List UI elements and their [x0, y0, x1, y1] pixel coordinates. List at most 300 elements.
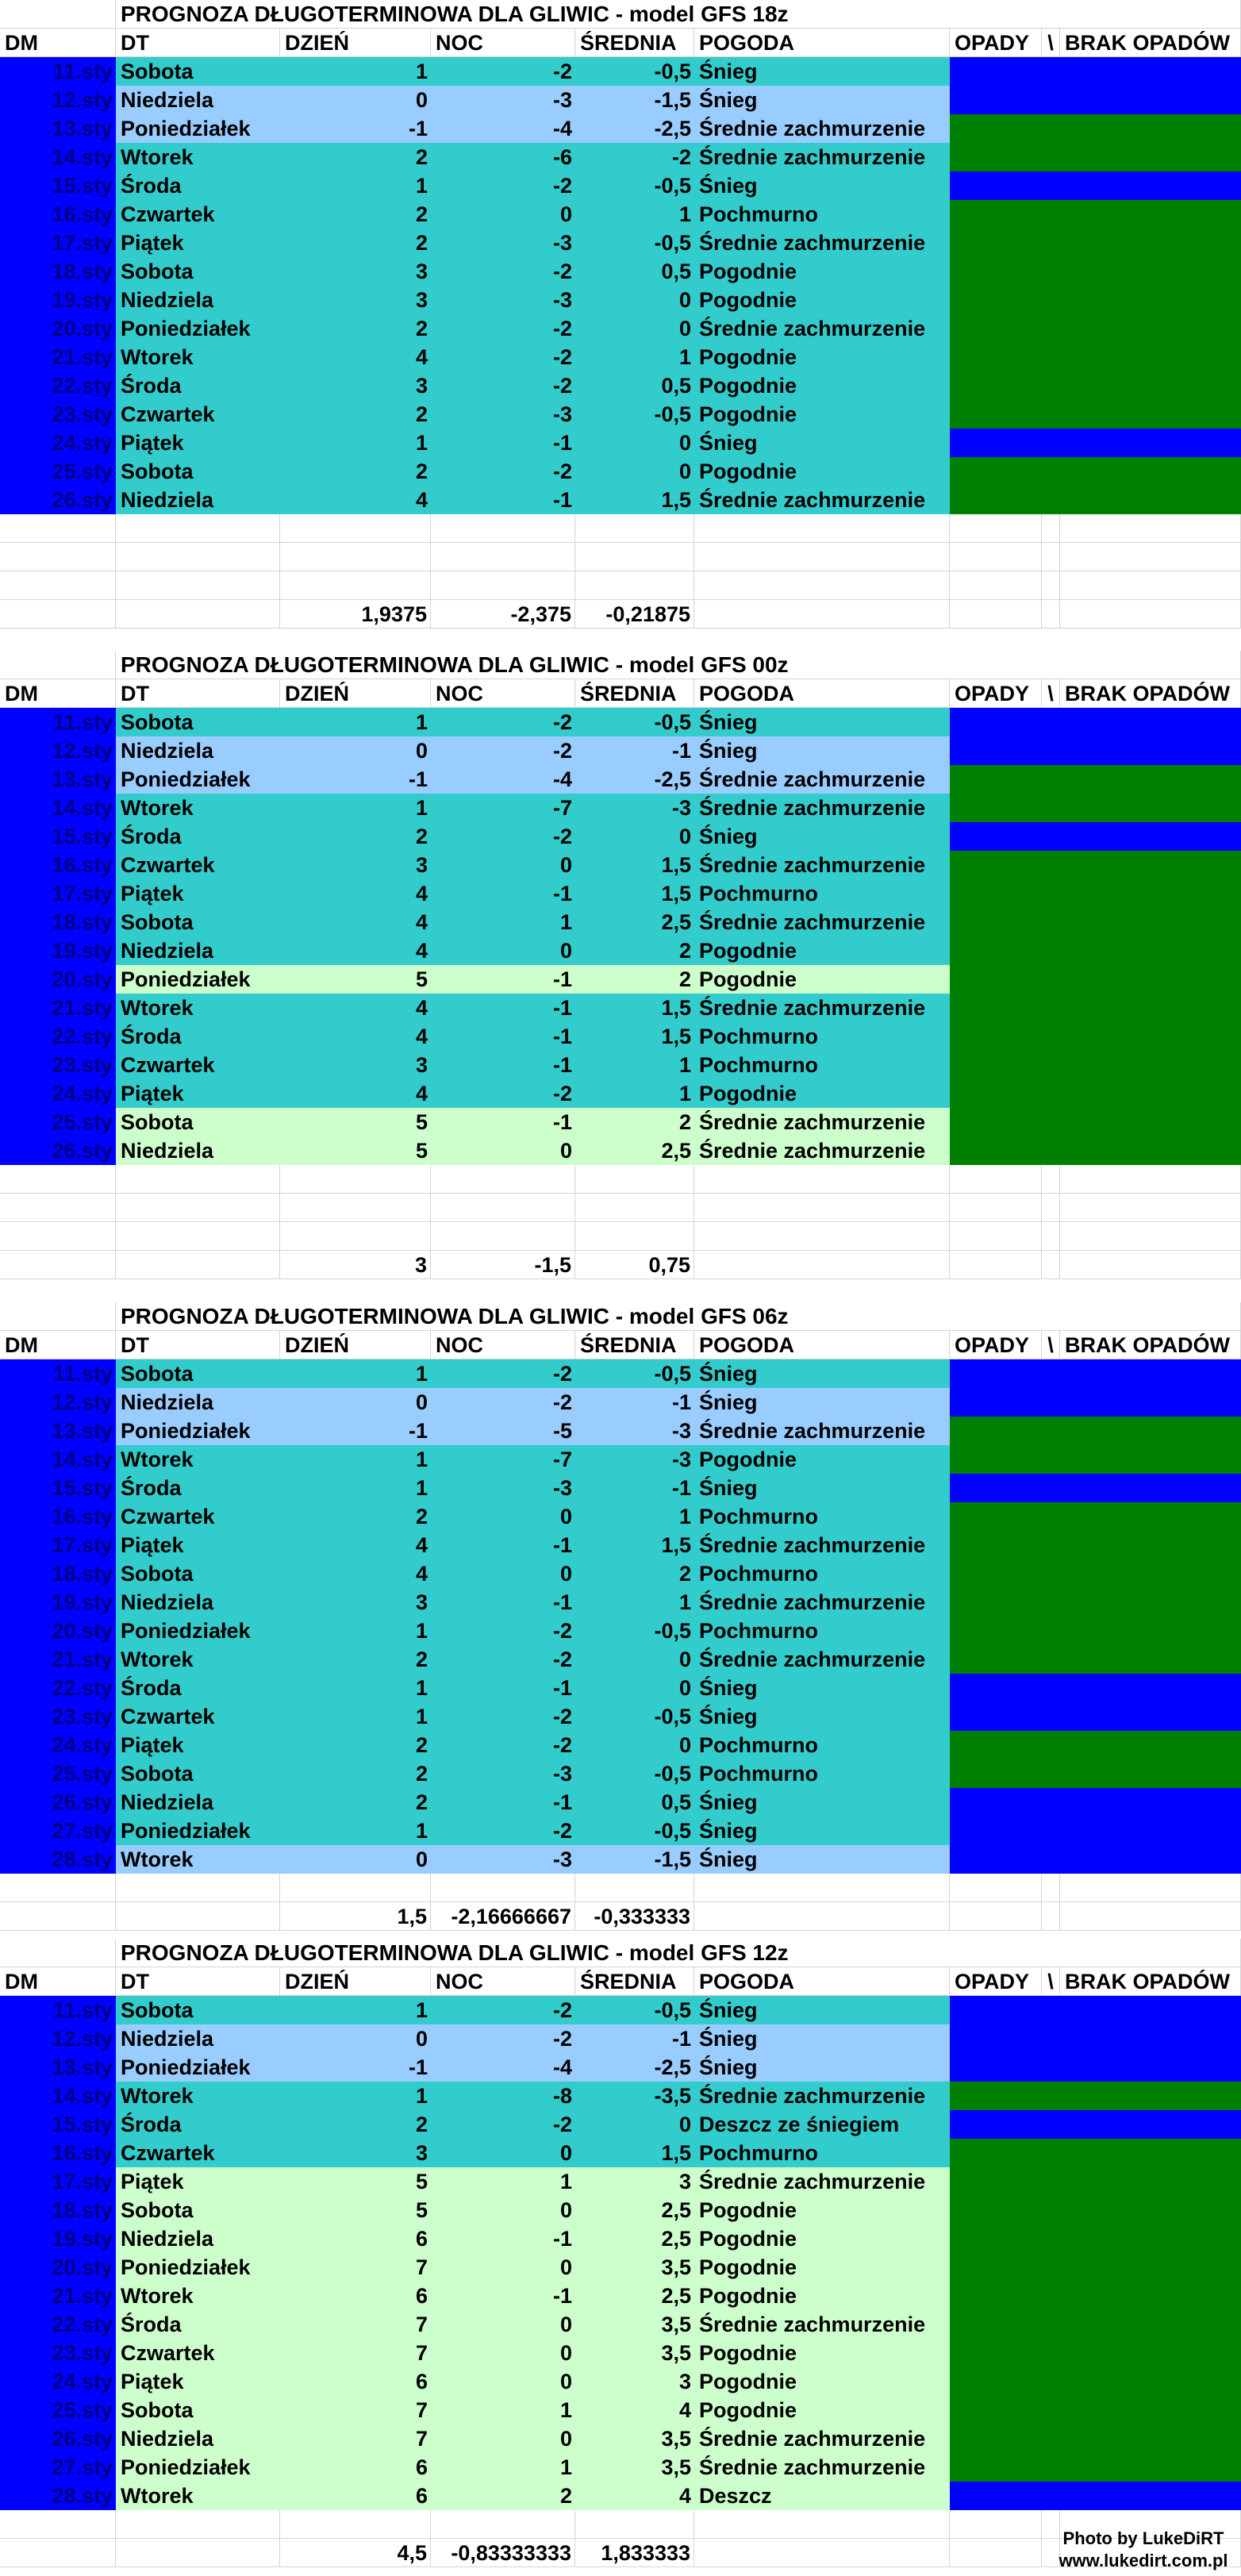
average-temp-cell[interactable]: 2 [575, 1559, 694, 1588]
avg-average-temp[interactable]: -0,21875 [575, 600, 694, 629]
night-temp-cell[interactable]: -2 [431, 257, 575, 286]
date-cell[interactable]: 18.sty [0, 1559, 116, 1588]
precip-indicator[interactable] [950, 908, 1241, 936]
precip-indicator[interactable] [950, 1788, 1241, 1817]
day-temp-cell[interactable]: 7 [280, 2310, 431, 2339]
date-cell[interactable]: 12.sty [0, 1388, 116, 1417]
empty-cell[interactable] [280, 1165, 431, 1194]
empty-cell[interactable] [1042, 1251, 1060, 1279]
night-temp-cell[interactable]: 0 [431, 2424, 575, 2453]
empty-cell[interactable] [1042, 543, 1060, 571]
weekday-cell[interactable]: Niedziela [116, 286, 280, 314]
weekday-cell[interactable]: Niedziela [116, 1588, 280, 1617]
weather-cell[interactable]: Średnie zachmurzenie [694, 143, 950, 171]
day-temp-cell[interactable]: 0 [280, 1845, 431, 1874]
empty-cell[interactable] [575, 543, 694, 571]
empty-cell[interactable] [694, 2539, 950, 2567]
weekday-cell[interactable]: Niedziela [116, 2424, 280, 2453]
average-temp-cell[interactable]: -3 [575, 1417, 694, 1445]
weekday-cell[interactable]: Sobota [116, 257, 280, 286]
date-cell[interactable]: 19.sty [0, 1588, 116, 1617]
empty-cell[interactable] [1060, 1902, 1241, 1931]
empty-cell[interactable] [1060, 1194, 1241, 1222]
empty-cell[interactable] [116, 543, 280, 571]
average-temp-cell[interactable]: -0,5 [575, 1702, 694, 1731]
date-cell[interactable]: 25.sty [0, 1108, 116, 1136]
weekday-cell[interactable]: Środa [116, 1674, 280, 1702]
weekday-cell[interactable]: Czwartek [116, 851, 280, 879]
day-temp-cell[interactable]: 1 [280, 429, 431, 457]
night-temp-cell[interactable]: 0 [431, 851, 575, 879]
precip-indicator[interactable] [950, 1079, 1241, 1108]
weekday-cell[interactable]: Sobota [116, 1996, 280, 2024]
night-temp-cell[interactable]: -2 [431, 343, 575, 371]
night-temp-cell[interactable]: -3 [431, 1474, 575, 1502]
empty-cell[interactable] [694, 1251, 950, 1279]
day-temp-cell[interactable]: 2 [280, 229, 431, 257]
night-temp-cell[interactable]: 1 [431, 2167, 575, 2196]
weather-cell[interactable]: Pochmurno [694, 1022, 950, 1051]
weather-cell[interactable]: Śnieg [694, 1674, 950, 1702]
empty-cell[interactable] [116, 1222, 280, 1251]
avg-average-temp[interactable]: 1,833333 [575, 2539, 694, 2567]
weekday-cell[interactable]: Niedziela [116, 736, 280, 765]
weather-cell[interactable]: Pochmurno [694, 879, 950, 908]
weather-cell[interactable]: Deszcz [694, 2482, 950, 2510]
empty-cell[interactable] [431, 571, 575, 600]
precip-indicator[interactable] [950, 2053, 1241, 2082]
average-temp-cell[interactable]: -0,5 [575, 229, 694, 257]
weekday-cell[interactable]: Niedziela [116, 1388, 280, 1417]
average-temp-cell[interactable]: 0 [575, 2110, 694, 2139]
day-temp-cell[interactable]: 4 [280, 879, 431, 908]
weather-cell[interactable]: Średnie zachmurzenie [694, 486, 950, 514]
date-cell[interactable]: 13.sty [0, 2053, 116, 2082]
date-cell[interactable]: 15.sty [0, 822, 116, 851]
weather-cell[interactable]: Pogodnie [694, 257, 950, 286]
empty-cell[interactable] [0, 2539, 116, 2567]
weekday-cell[interactable]: Poniedziałek [116, 2253, 280, 2282]
weekday-cell[interactable]: Sobota [116, 1108, 280, 1136]
night-temp-cell[interactable]: -1 [431, 1788, 575, 1817]
empty-cell[interactable] [280, 514, 431, 543]
empty-cell[interactable] [116, 1902, 280, 1931]
night-temp-cell[interactable]: -1 [431, 1588, 575, 1617]
weekday-cell[interactable]: Środa [116, 1022, 280, 1051]
night-temp-cell[interactable]: -1 [431, 965, 575, 994]
date-cell[interactable]: 28.sty [0, 1845, 116, 1874]
weather-cell[interactable]: Średnie zachmurzenie [694, 1531, 950, 1559]
night-temp-cell[interactable]: -1 [431, 1108, 575, 1136]
empty-cell[interactable] [0, 0, 116, 29]
weekday-cell[interactable]: Poniedziałek [116, 2053, 280, 2082]
night-temp-cell[interactable]: 0 [431, 1136, 575, 1165]
night-temp-cell[interactable]: -2 [431, 57, 575, 86]
day-temp-cell[interactable]: 6 [280, 2453, 431, 2482]
weather-cell[interactable]: Śnieg [694, 1817, 950, 1845]
weekday-cell[interactable]: Czwartek [116, 1702, 280, 1731]
date-cell[interactable]: 26.sty [0, 486, 116, 514]
date-cell[interactable]: 23.sty [0, 400, 116, 429]
average-temp-cell[interactable]: 1 [575, 1502, 694, 1531]
date-cell[interactable]: 11.sty [0, 57, 116, 86]
average-temp-cell[interactable]: 1,5 [575, 879, 694, 908]
empty-cell[interactable] [694, 1194, 950, 1222]
precip-indicator[interactable] [950, 1996, 1241, 2024]
average-temp-cell[interactable]: -1 [575, 1388, 694, 1417]
weather-cell[interactable]: Śnieg [694, 2053, 950, 2082]
weather-cell[interactable]: Śnieg [694, 1388, 950, 1417]
night-temp-cell[interactable]: -7 [431, 794, 575, 822]
average-temp-cell[interactable]: 3,5 [575, 2253, 694, 2282]
precip-indicator[interactable] [950, 879, 1241, 908]
precip-indicator[interactable] [950, 2424, 1241, 2453]
precip-indicator[interactable] [950, 1359, 1241, 1388]
day-temp-cell[interactable]: 4 [280, 1559, 431, 1588]
date-cell[interactable]: 16.sty [0, 200, 116, 229]
precip-indicator[interactable] [950, 171, 1241, 200]
average-temp-cell[interactable]: -1 [575, 2024, 694, 2053]
night-temp-cell[interactable]: 1 [431, 2453, 575, 2482]
precip-indicator[interactable] [950, 1588, 1241, 1617]
weather-cell[interactable]: Pogodnie [694, 2367, 950, 2396]
date-cell[interactable]: 14.sty [0, 2082, 116, 2110]
date-cell[interactable]: 21.sty [0, 343, 116, 371]
weekday-cell[interactable]: Czwartek [116, 1051, 280, 1079]
weather-cell[interactable]: Średnie zachmurzenie [694, 229, 950, 257]
precip-indicator[interactable] [950, 1388, 1241, 1417]
weather-cell[interactable]: Śnieg [694, 57, 950, 86]
empty-cell[interactable] [0, 571, 116, 600]
night-temp-cell[interactable]: -8 [431, 2082, 575, 2110]
precip-indicator[interactable] [950, 2310, 1241, 2339]
weekday-cell[interactable]: Niedziela [116, 86, 280, 114]
empty-cell[interactable] [694, 514, 950, 543]
precip-indicator[interactable] [950, 1108, 1241, 1136]
average-temp-cell[interactable]: 3 [575, 2367, 694, 2396]
empty-cell[interactable] [1042, 514, 1060, 543]
date-cell[interactable]: 25.sty [0, 2396, 116, 2424]
empty-cell[interactable] [1060, 543, 1241, 571]
precip-indicator[interactable] [950, 1817, 1241, 1845]
weather-cell[interactable]: Średnie zachmurzenie [694, 2424, 950, 2453]
average-temp-cell[interactable]: 0,5 [575, 1788, 694, 1817]
date-cell[interactable]: 12.sty [0, 2024, 116, 2053]
empty-cell[interactable] [431, 543, 575, 571]
night-temp-cell[interactable]: -1 [431, 879, 575, 908]
weather-cell[interactable]: Pogodnie [694, 936, 950, 965]
weather-cell[interactable]: Śnieg [694, 2024, 950, 2053]
weather-cell[interactable]: Pogodnie [694, 965, 950, 994]
precip-indicator[interactable] [950, 486, 1241, 514]
day-temp-cell[interactable]: 2 [280, 200, 431, 229]
precip-indicator[interactable] [950, 1474, 1241, 1502]
day-temp-cell[interactable]: 1 [280, 1445, 431, 1474]
weekday-cell[interactable]: Niedziela [116, 1788, 280, 1817]
weekday-cell[interactable]: Środa [116, 2110, 280, 2139]
average-temp-cell[interactable]: 2 [575, 1108, 694, 1136]
night-temp-cell[interactable]: -1 [431, 2224, 575, 2253]
date-cell[interactable]: 21.sty [0, 1645, 116, 1674]
average-temp-cell[interactable]: -0,5 [575, 1617, 694, 1645]
average-temp-cell[interactable]: 1 [575, 1051, 694, 1079]
avg-night-temp[interactable]: -2,16666667 [431, 1902, 575, 1931]
precip-indicator[interactable] [950, 1731, 1241, 1759]
day-temp-cell[interactable]: 1 [280, 1474, 431, 1502]
precip-indicator[interactable] [950, 1759, 1241, 1788]
day-temp-cell[interactable]: 3 [280, 1588, 431, 1617]
night-temp-cell[interactable]: -2 [431, 1731, 575, 1759]
average-temp-cell[interactable]: -2,5 [575, 2053, 694, 2082]
precip-indicator[interactable] [950, 1022, 1241, 1051]
weekday-cell[interactable]: Piątek [116, 229, 280, 257]
weather-cell[interactable]: Średnie zachmurzenie [694, 908, 950, 936]
date-cell[interactable]: 23.sty [0, 1702, 116, 1731]
empty-cell[interactable] [1042, 1194, 1060, 1222]
empty-cell[interactable] [431, 1165, 575, 1194]
empty-cell[interactable] [950, 1874, 1042, 1902]
day-temp-cell[interactable]: 2 [280, 2110, 431, 2139]
weather-cell[interactable]: Średnie zachmurzenie [694, 1417, 950, 1445]
empty-cell[interactable] [950, 2510, 1042, 2539]
weather-cell[interactable]: Śnieg [694, 1996, 950, 2024]
precip-indicator[interactable] [950, 2024, 1241, 2053]
weather-cell[interactable]: Śnieg [694, 86, 950, 114]
empty-cell[interactable] [1060, 1222, 1241, 1251]
weekday-cell[interactable]: Czwartek [116, 2139, 280, 2167]
average-temp-cell[interactable]: 1,5 [575, 1022, 694, 1051]
empty-cell[interactable] [116, 2539, 280, 2567]
weekday-cell[interactable]: Sobota [116, 708, 280, 736]
average-temp-cell[interactable]: 3,5 [575, 2339, 694, 2367]
weekday-cell[interactable]: Wtorek [116, 994, 280, 1022]
date-cell[interactable]: 13.sty [0, 114, 116, 143]
weather-cell[interactable]: Pogodnie [694, 2282, 950, 2310]
empty-cell[interactable] [0, 2510, 116, 2539]
day-temp-cell[interactable]: 6 [280, 2482, 431, 2510]
night-temp-cell[interactable]: -2 [431, 1079, 575, 1108]
night-temp-cell[interactable]: -1 [431, 429, 575, 457]
precip-indicator[interactable] [950, 736, 1241, 765]
empty-cell[interactable] [1042, 1222, 1060, 1251]
average-temp-cell[interactable]: 1 [575, 1079, 694, 1108]
weekday-cell[interactable]: Czwartek [116, 2339, 280, 2367]
night-temp-cell[interactable]: -1 [431, 486, 575, 514]
night-temp-cell[interactable]: -2 [431, 1996, 575, 2024]
day-temp-cell[interactable]: 5 [280, 965, 431, 994]
average-temp-cell[interactable]: -0,5 [575, 57, 694, 86]
date-cell[interactable]: 24.sty [0, 1079, 116, 1108]
day-temp-cell[interactable]: 1 [280, 794, 431, 822]
day-temp-cell[interactable]: 4 [280, 1079, 431, 1108]
empty-cell[interactable] [575, 1194, 694, 1222]
day-temp-cell[interactable]: 2 [280, 1759, 431, 1788]
empty-cell[interactable] [1042, 1874, 1060, 1902]
day-temp-cell[interactable]: 4 [280, 994, 431, 1022]
average-temp-cell[interactable]: 3,5 [575, 2424, 694, 2453]
precip-indicator[interactable] [950, 400, 1241, 429]
day-temp-cell[interactable]: 1 [280, 1674, 431, 1702]
weekday-cell[interactable]: Środa [116, 171, 280, 200]
weather-cell[interactable]: Średnie zachmurzenie [694, 1136, 950, 1165]
weekday-cell[interactable]: Sobota [116, 1559, 280, 1588]
weekday-cell[interactable]: Niedziela [116, 936, 280, 965]
night-temp-cell[interactable]: -2 [431, 314, 575, 343]
night-temp-cell[interactable]: -2 [431, 1617, 575, 1645]
night-temp-cell[interactable]: 0 [431, 2310, 575, 2339]
empty-cell[interactable] [950, 1194, 1042, 1222]
weather-cell[interactable]: Śnieg [694, 1474, 950, 1502]
date-cell[interactable]: 15.sty [0, 171, 116, 200]
average-temp-cell[interactable]: 0 [575, 822, 694, 851]
average-temp-cell[interactable]: 0 [575, 286, 694, 314]
weekday-cell[interactable]: Poniedziałek [116, 765, 280, 794]
day-temp-cell[interactable]: 4 [280, 343, 431, 371]
date-cell[interactable]: 26.sty [0, 1788, 116, 1817]
precip-indicator[interactable] [950, 371, 1241, 400]
empty-cell[interactable] [280, 571, 431, 600]
empty-cell[interactable] [950, 543, 1042, 571]
weather-cell[interactable]: Pogodnie [694, 2396, 950, 2424]
date-cell[interactable]: 11.sty [0, 708, 116, 736]
weather-cell[interactable]: Pogodnie [694, 457, 950, 486]
average-temp-cell[interactable]: -1,5 [575, 86, 694, 114]
precip-indicator[interactable] [950, 965, 1241, 994]
night-temp-cell[interactable]: -2 [431, 1359, 575, 1388]
day-temp-cell[interactable]: 1 [280, 1617, 431, 1645]
precip-indicator[interactable] [950, 114, 1241, 143]
date-cell[interactable]: 20.sty [0, 2253, 116, 2282]
average-temp-cell[interactable]: 2,5 [575, 2196, 694, 2224]
weather-cell[interactable]: Pochmurno [694, 2139, 950, 2167]
night-temp-cell[interactable]: -6 [431, 143, 575, 171]
date-cell[interactable]: 16.sty [0, 1502, 116, 1531]
average-temp-cell[interactable]: 0 [575, 429, 694, 457]
weekday-cell[interactable]: Poniedziałek [116, 1617, 280, 1645]
night-temp-cell[interactable]: 1 [431, 2396, 575, 2424]
precip-indicator[interactable] [950, 2224, 1241, 2253]
empty-cell[interactable] [1060, 600, 1241, 629]
date-cell[interactable]: 20.sty [0, 1617, 116, 1645]
weekday-cell[interactable]: Poniedziałek [116, 314, 280, 343]
night-temp-cell[interactable]: -3 [431, 286, 575, 314]
empty-cell[interactable] [0, 1251, 116, 1279]
night-temp-cell[interactable]: -3 [431, 86, 575, 114]
average-temp-cell[interactable]: -3,5 [575, 2082, 694, 2110]
day-temp-cell[interactable]: 0 [280, 1388, 431, 1417]
day-temp-cell[interactable]: 3 [280, 371, 431, 400]
precip-indicator[interactable] [950, 2282, 1241, 2310]
weather-cell[interactable]: Śnieg [694, 1359, 950, 1388]
weather-cell[interactable]: Pogodnie [694, 286, 950, 314]
night-temp-cell[interactable]: -1 [431, 1022, 575, 1051]
precip-indicator[interactable] [950, 200, 1241, 229]
day-temp-cell[interactable]: 3 [280, 286, 431, 314]
day-temp-cell[interactable]: 3 [280, 851, 431, 879]
average-temp-cell[interactable]: 3 [575, 2167, 694, 2196]
night-temp-cell[interactable]: -2 [431, 2024, 575, 2053]
weather-cell[interactable]: Pogodnie [694, 1445, 950, 1474]
night-temp-cell[interactable]: -2 [431, 457, 575, 486]
average-temp-cell[interactable]: -0,5 [575, 1359, 694, 1388]
precip-indicator[interactable] [950, 429, 1241, 457]
empty-cell[interactable] [694, 1222, 950, 1251]
weather-cell[interactable]: Pochmurno [694, 1502, 950, 1531]
average-temp-cell[interactable]: 0 [575, 1731, 694, 1759]
weather-cell[interactable]: Śnieg [694, 822, 950, 851]
weather-cell[interactable]: Średnie zachmurzenie [694, 994, 950, 1022]
weather-cell[interactable]: Pogodnie [694, 2196, 950, 2224]
weekday-cell[interactable]: Wtorek [116, 794, 280, 822]
night-temp-cell[interactable]: 0 [431, 2253, 575, 2282]
date-cell[interactable]: 18.sty [0, 257, 116, 286]
weekday-cell[interactable]: Wtorek [116, 1845, 280, 1874]
night-temp-cell[interactable]: -2 [431, 1702, 575, 1731]
empty-cell[interactable] [0, 1194, 116, 1222]
date-cell[interactable]: 24.sty [0, 1731, 116, 1759]
date-cell[interactable]: 19.sty [0, 936, 116, 965]
weekday-cell[interactable]: Poniedziałek [116, 114, 280, 143]
day-temp-cell[interactable]: 1 [280, 1359, 431, 1388]
average-temp-cell[interactable]: -3 [575, 794, 694, 822]
average-temp-cell[interactable]: 1 [575, 343, 694, 371]
weather-cell[interactable]: Średnie zachmurzenie [694, 1645, 950, 1674]
night-temp-cell[interactable]: 0 [431, 1502, 575, 1531]
weather-cell[interactable]: Deszcz ze śniegiem [694, 2110, 950, 2139]
date-cell[interactable]: 11.sty [0, 1359, 116, 1388]
avg-night-temp[interactable]: -1,5 [431, 1251, 575, 1279]
empty-cell[interactable] [0, 1902, 116, 1931]
average-temp-cell[interactable]: 2,5 [575, 908, 694, 936]
empty-cell[interactable] [116, 1194, 280, 1222]
day-temp-cell[interactable]: 0 [280, 2024, 431, 2053]
day-temp-cell[interactable]: 3 [280, 1051, 431, 1079]
weather-cell[interactable]: Średnie zachmurzenie [694, 765, 950, 794]
date-cell[interactable]: 20.sty [0, 965, 116, 994]
night-temp-cell[interactable]: -2 [431, 822, 575, 851]
day-temp-cell[interactable]: 2 [280, 143, 431, 171]
weekday-cell[interactable]: Poniedziałek [116, 1417, 280, 1445]
empty-cell[interactable] [280, 1874, 431, 1902]
empty-cell[interactable] [0, 1222, 116, 1251]
precip-indicator[interactable] [950, 143, 1241, 171]
precip-indicator[interactable] [950, 2367, 1241, 2396]
weekday-cell[interactable]: Piątek [116, 879, 280, 908]
day-temp-cell[interactable]: 6 [280, 2224, 431, 2253]
average-temp-cell[interactable]: 3,5 [575, 2453, 694, 2482]
empty-cell[interactable] [1060, 514, 1241, 543]
day-temp-cell[interactable]: 5 [280, 1136, 431, 1165]
weekday-cell[interactable]: Poniedziałek [116, 965, 280, 994]
day-temp-cell[interactable]: 4 [280, 936, 431, 965]
date-cell[interactable]: 14.sty [0, 1445, 116, 1474]
day-temp-cell[interactable]: 1 [280, 1817, 431, 1845]
weekday-cell[interactable]: Niedziela [116, 2024, 280, 2053]
date-cell[interactable]: 24.sty [0, 429, 116, 457]
weekday-cell[interactable]: Sobota [116, 457, 280, 486]
precip-indicator[interactable] [950, 936, 1241, 965]
empty-cell[interactable] [1060, 1874, 1241, 1902]
empty-cell[interactable] [575, 2510, 694, 2539]
precip-indicator[interactable] [950, 1531, 1241, 1559]
date-cell[interactable]: 18.sty [0, 2196, 116, 2224]
precip-indicator[interactable] [950, 2167, 1241, 2196]
date-cell[interactable]: 17.sty [0, 879, 116, 908]
empty-cell[interactable] [1042, 1165, 1060, 1194]
empty-cell[interactable] [694, 1874, 950, 1902]
precip-indicator[interactable] [950, 1645, 1241, 1674]
precip-indicator[interactable] [950, 2253, 1241, 2282]
